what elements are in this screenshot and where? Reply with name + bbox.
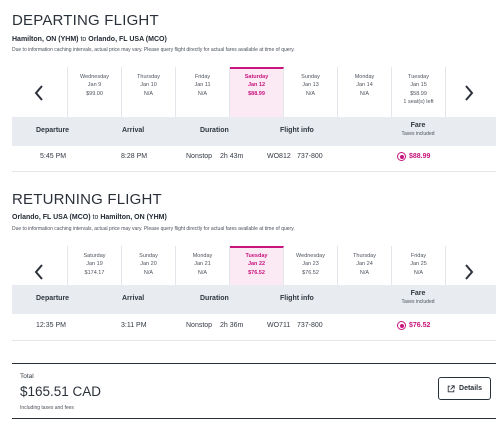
route-connector: to bbox=[80, 36, 87, 43]
day-date: Jan 25 bbox=[410, 261, 427, 268]
total-amount: $165.51 CAD bbox=[20, 384, 102, 399]
route-origin: Hamilton, ON (YHM) bbox=[12, 36, 79, 43]
route-origin: Orlando, FL USA (MCO) bbox=[12, 214, 91, 221]
day-price: $58.99 bbox=[410, 90, 427, 97]
day-weekday: Tuesday bbox=[408, 74, 429, 80]
day-weekday: Saturday bbox=[83, 253, 106, 259]
day-price: $174.17 bbox=[84, 269, 105, 276]
day-weekday: Monday bbox=[354, 74, 375, 80]
day-price: N/A bbox=[197, 269, 208, 276]
fare-radio-selected-icon[interactable] bbox=[397, 152, 406, 161]
departing-title: DEPARTING FLIGHT bbox=[12, 12, 159, 29]
day-weekday: Sunday bbox=[139, 253, 158, 259]
departing-route bbox=[12, 36, 167, 43]
day-price: $99.00 bbox=[86, 90, 103, 97]
day-date: Jan 13 bbox=[302, 82, 319, 89]
route-destination: Orlando, FL USA (MCO) bbox=[88, 36, 167, 43]
external-link-icon bbox=[447, 385, 455, 393]
total-label: Total bbox=[20, 373, 34, 380]
departing-day-3[interactable] bbox=[230, 67, 284, 119]
returning-disclaimer: Due to information caching intervals, actual price may vary. Please query flight directly for actual fares available at time of query. bbox=[12, 226, 295, 232]
header-fare bbox=[383, 122, 453, 137]
day-price: N/A bbox=[413, 269, 424, 276]
flight-departure: 5:45 PM bbox=[40, 153, 67, 160]
returning-flight-row[interactable] bbox=[12, 312, 496, 341]
header-arrival: Arrival bbox=[122, 295, 145, 302]
route-destination: Hamilton, ON (YHM) bbox=[100, 214, 167, 221]
chevron-left-icon bbox=[34, 264, 44, 280]
day-price: $76.52 bbox=[302, 269, 319, 276]
chevron-right-icon bbox=[464, 264, 474, 280]
total-summary bbox=[12, 363, 496, 419]
departing-day-0[interactable] bbox=[68, 67, 122, 119]
header-fare-label: Fare bbox=[410, 122, 426, 129]
departing-prev-dates-button[interactable] bbox=[16, 67, 61, 119]
header-fare-sub: Taxes included bbox=[401, 299, 435, 305]
day-price: N/A bbox=[305, 90, 316, 97]
departing-day-1[interactable] bbox=[122, 67, 176, 119]
departing-day-5[interactable] bbox=[338, 67, 392, 119]
header-fare bbox=[383, 290, 453, 305]
day-weekday: Thursday bbox=[137, 74, 160, 80]
day-date: Jan 15 bbox=[410, 82, 427, 89]
header-fare-label: Fare bbox=[410, 290, 426, 297]
flight-duration: 2h 36m bbox=[220, 322, 244, 329]
day-weekday: Wednesday bbox=[80, 74, 109, 80]
flight-fare: $88.99 bbox=[409, 153, 431, 160]
departing-next-dates-button[interactable] bbox=[446, 67, 491, 119]
day-weekday: Saturday bbox=[244, 74, 269, 80]
day-weekday: Friday bbox=[194, 74, 211, 80]
day-seats-note: 1 seat(s) left bbox=[403, 99, 434, 106]
header-flight-info: Flight info bbox=[280, 127, 314, 134]
departing-date-selector bbox=[12, 67, 496, 119]
day-date: Jan 21 bbox=[194, 261, 211, 268]
day-date: Jan 10 bbox=[140, 82, 157, 89]
departing-flight-row[interactable] bbox=[12, 143, 496, 172]
flight-number: WO711 bbox=[267, 322, 291, 329]
returning-title: RETURNING FLIGHT bbox=[12, 191, 162, 208]
header-arrival: Arrival bbox=[122, 127, 145, 134]
header-flight-info: Flight info bbox=[280, 295, 314, 302]
chevron-right-icon bbox=[464, 85, 474, 101]
header-fare-sub: Taxes included bbox=[401, 131, 435, 137]
flight-departure: 12:35 PM bbox=[36, 322, 66, 329]
flight-fare: $76.52 bbox=[409, 322, 431, 329]
details-button[interactable] bbox=[438, 377, 491, 400]
header-duration: Duration bbox=[200, 127, 229, 134]
returning-table-header bbox=[12, 285, 496, 314]
day-date: Jan 24 bbox=[356, 261, 373, 268]
flight-number: WO812 bbox=[267, 153, 291, 160]
departing-table-header bbox=[12, 117, 496, 146]
day-date: Jan 20 bbox=[140, 261, 157, 268]
day-weekday: Thursday bbox=[353, 253, 376, 259]
day-weekday: Tuesday bbox=[245, 253, 268, 259]
day-date: Jan 11 bbox=[194, 82, 211, 89]
flight-arrival: 8:28 PM bbox=[121, 153, 148, 160]
departing-day-6[interactable] bbox=[392, 67, 446, 119]
flight-stops: Nonstop bbox=[186, 153, 213, 160]
day-price: N/A bbox=[197, 90, 208, 97]
day-price: $88.99 bbox=[248, 90, 265, 97]
chevron-left-icon bbox=[34, 85, 44, 101]
fare-radio-selected-icon[interactable] bbox=[397, 321, 406, 330]
day-weekday: Friday bbox=[410, 253, 427, 259]
total-note: Including taxes and fees bbox=[20, 405, 74, 411]
header-departure: Departure bbox=[36, 127, 70, 134]
day-price: N/A bbox=[143, 269, 154, 276]
flight-arrival: 3:11 PM bbox=[121, 322, 147, 329]
day-weekday: Sunday bbox=[301, 74, 320, 80]
departing-disclaimer: Due to information caching intervals, actual price may vary. Please query flight directly for actual fares available at time of query. bbox=[12, 47, 295, 53]
header-departure: Departure bbox=[36, 295, 70, 302]
day-date: Jan 9 bbox=[87, 82, 102, 89]
day-date: Jan 14 bbox=[356, 82, 373, 89]
route-connector: to bbox=[92, 214, 99, 221]
day-weekday: Monday bbox=[192, 253, 213, 259]
departing-days bbox=[67, 67, 446, 119]
flight-aircraft: 737-800 bbox=[297, 322, 323, 329]
flight-stops: Nonstop bbox=[186, 322, 213, 329]
day-date: Jan 19 bbox=[86, 261, 103, 268]
day-price: N/A bbox=[143, 90, 154, 97]
departing-day-2[interactable] bbox=[176, 67, 230, 119]
day-price: $76.52 bbox=[248, 269, 265, 276]
day-weekday: Wednesday bbox=[296, 253, 325, 259]
flight-aircraft: 737-800 bbox=[297, 153, 323, 160]
returning-route bbox=[12, 214, 167, 221]
day-price: N/A bbox=[359, 90, 370, 97]
departing-day-4[interactable] bbox=[284, 67, 338, 119]
day-date: Jan 22 bbox=[247, 261, 266, 268]
header-duration: Duration bbox=[200, 295, 229, 302]
day-price: N/A bbox=[359, 269, 370, 276]
day-date: Jan 12 bbox=[247, 82, 266, 89]
day-date: Jan 23 bbox=[302, 261, 319, 268]
details-button-label: Details bbox=[459, 385, 482, 392]
flight-duration: 2h 43m bbox=[220, 153, 244, 160]
